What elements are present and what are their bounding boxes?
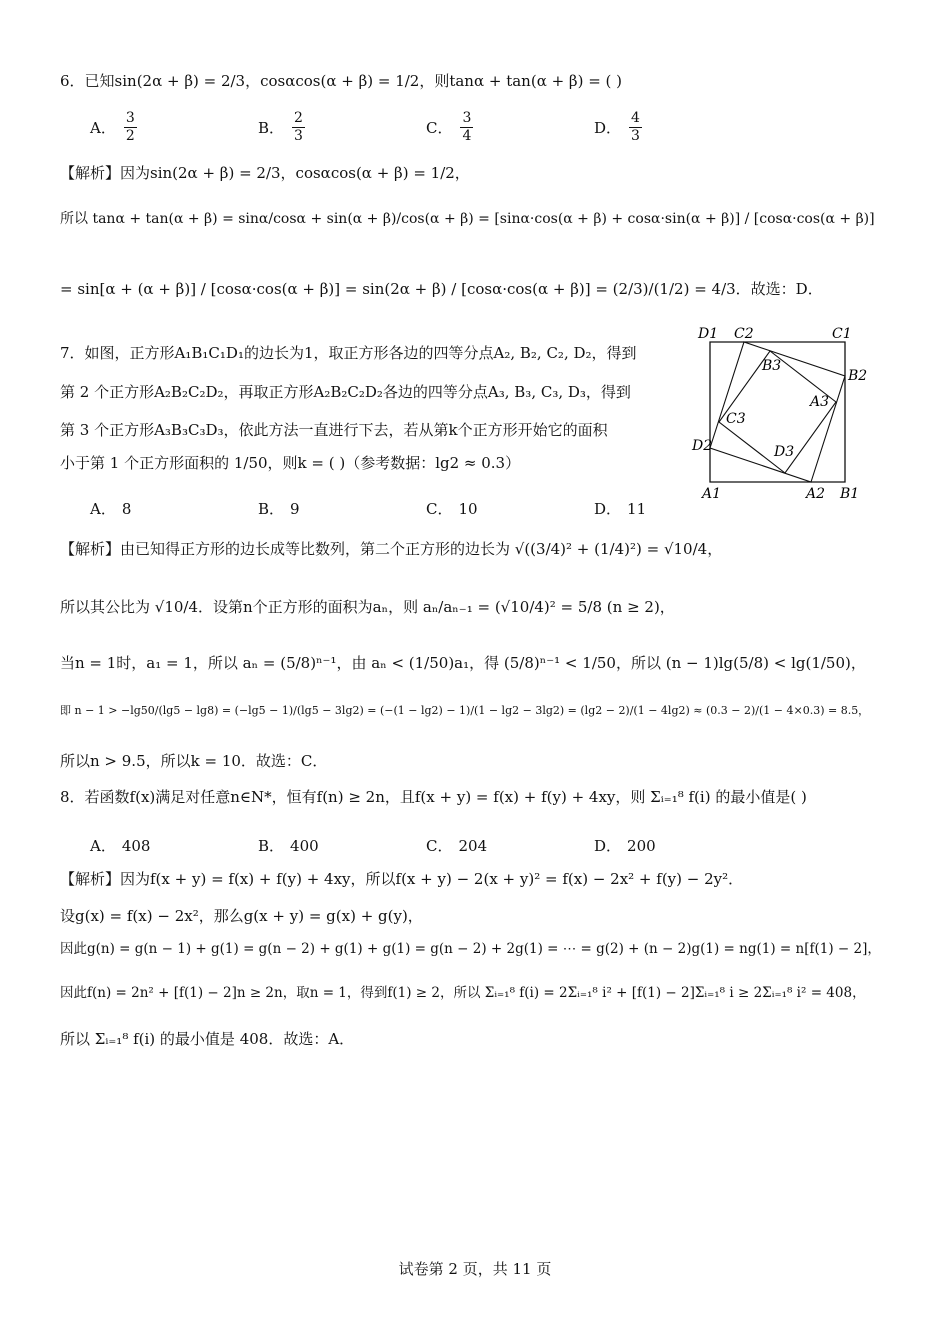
q8-option-b-value: 400 bbox=[290, 836, 319, 855]
q6-solution-line-2: 所以 tanα + tan(α + β) = sinα/cosα + sin(α + β)/cos(α + β) = [sinα·cos(α + β) + cosα·sin(α + β)] / [cosα·cos(α + β)] bbox=[60, 211, 875, 227]
label-d2: D2 bbox=[692, 438, 713, 454]
label-c3: C3 bbox=[726, 411, 746, 427]
q6-option-d-num: 4 bbox=[631, 110, 640, 126]
q7-solution-line-4: 即 n − 1 > −lg50/(lg5 − lg8) = (−lg5 − 1)/(lg5 − 3lg2) = (−(1 − lg2) − 1)/(1 − lg2 − 3lg2) = (lg2 − 2)/(1 − 4lg2) ≈ (0.3 − 2)/(1 − 4×0.3) = 8.5， bbox=[60, 704, 870, 717]
q6-option-b-label: B． bbox=[258, 119, 285, 137]
q7-option-a bbox=[90, 498, 131, 519]
q8-option-a bbox=[90, 835, 150, 856]
q6-option-d-den: 3 bbox=[631, 128, 640, 144]
q7-solution-line-1: 【解析】由已知得正方形的边长成等比数列，第二个正方形的边长为 √((3/4)² + (1/4)²) = √10/4， bbox=[60, 540, 723, 558]
q7-option-c bbox=[426, 498, 478, 519]
q6-option-b-den: 3 bbox=[294, 128, 303, 144]
q6-option-a bbox=[90, 110, 139, 145]
q8-solution-line-5: 所以 Σᵢ₌₁⁸ f(i) 的最小值是 408．故选：A． bbox=[60, 1030, 355, 1048]
q7-option-d-label: D． bbox=[594, 500, 622, 518]
q8-option-b-label: B． bbox=[258, 837, 285, 855]
q6-option-d bbox=[594, 110, 644, 145]
q6-option-c-label: C． bbox=[426, 119, 453, 137]
q6-option-d-fraction bbox=[629, 110, 642, 145]
q6-solution-line-3: = sin[α + (α + β)] / [cosα·cos(α + β)] = sin(2α + β) / [cosα·cos(α + β)] = (2/3)/(1/2) = 4/3．故选：D． bbox=[60, 280, 823, 298]
q8-option-d-label: D． bbox=[594, 837, 622, 855]
q8-option-d-value: 200 bbox=[627, 836, 656, 855]
q8-option-c-value: 204 bbox=[458, 836, 488, 855]
label-a3: A3 bbox=[810, 394, 830, 410]
q6-stem: 6．已知sin(2α + β) = 2/3，cosαcos(α + β) = 1/2，则tanα + tan(α + β) = ( ) bbox=[60, 72, 623, 90]
q7-option-c-value: 10 bbox=[458, 499, 478, 518]
q7-solution-line-2: 所以其公比为 √10/4．设第n个正方形的面积为aₙ，则 aₙ/aₙ₋₁ = (√10/4)² = 5/8 (n ≥ 2)， bbox=[60, 598, 675, 616]
q6-option-c bbox=[426, 110, 475, 145]
q8-option-c bbox=[426, 835, 487, 856]
q6-option-b-fraction bbox=[292, 110, 305, 145]
q7-option-a-label: A． bbox=[90, 500, 116, 518]
label-b2: B2 bbox=[848, 368, 868, 384]
q7-option-b-value: 9 bbox=[290, 499, 300, 518]
q8-solution-line-3: 因此g(n) = g(n − 1) + g(1) = g(n − 2) + g(1) + g(1) = g(n − 2) + 2g(1) = ⋯ = g(2) + (n − 2)g(1) = ng(1) = n[f(1) − 2]， bbox=[60, 941, 881, 957]
q8-option-c-label: C． bbox=[426, 837, 453, 855]
q8-option-a-value: 408 bbox=[121, 836, 151, 855]
q7-solution-line-5: 所以n > 9.5，所以k = 10．故选：C． bbox=[60, 752, 328, 770]
q6-option-c-fraction bbox=[460, 110, 473, 145]
label-c1: C1 bbox=[832, 326, 852, 342]
page-footer: 试卷第 2 页，共 11 页 bbox=[398, 1260, 552, 1278]
q7-options bbox=[90, 498, 690, 534]
q7-stem-line-2: 第 2 个正方形A₂B₂C₂D₂，再取正方形A₂B₂C₂D₂各边的四等分点A₃, B₃, C₃, D₃，得到 bbox=[60, 383, 631, 401]
q8-solution-line-1: 【解析】因为f(x + y) = f(x) + f(y) + 4xy，所以f(x + y) − 2(x + y)² = f(x) − 2x² + f(y) − 2y²． bbox=[60, 870, 744, 888]
q6-option-a-label: A． bbox=[90, 119, 116, 137]
q6-option-b-num: 2 bbox=[294, 110, 303, 126]
q7-solution-line-3: 当n = 1时，a₁ = 1，所以 aₙ = (5/8)ⁿ⁻¹，由 aₙ < (1/50)a₁，得 (5/8)ⁿ⁻¹ < 1/50，所以 (n − 1)lg(5/8) < lg(1/50)， bbox=[60, 654, 866, 672]
q6-option-c-num: 3 bbox=[462, 110, 472, 126]
q6-option-a-fraction bbox=[124, 110, 137, 145]
q8-options bbox=[90, 835, 690, 871]
label-b3: B3 bbox=[762, 358, 782, 374]
label-b1: B1 bbox=[840, 486, 860, 500]
q7-option-b bbox=[258, 498, 300, 519]
q7-stem-line-1: 7．如图，正方形A₁B₁C₁D₁的边长为1，取正方形各边的四等分点A₂, B₂, C₂, D₂，得到 bbox=[60, 344, 637, 362]
label-c2: C2 bbox=[734, 326, 754, 342]
nested-squares-figure bbox=[690, 322, 870, 500]
q7-option-a-value: 8 bbox=[121, 499, 132, 518]
q8-option-b bbox=[258, 835, 319, 856]
q6-option-a-den: 2 bbox=[125, 128, 135, 144]
q6-option-d-label: D． bbox=[594, 119, 622, 137]
q6-option-a-num: 3 bbox=[125, 110, 135, 126]
label-d1: D1 bbox=[698, 326, 719, 342]
label-a2: A2 bbox=[806, 486, 826, 500]
q6-option-c-den: 4 bbox=[462, 128, 472, 144]
q8-option-a-label: A． bbox=[90, 837, 116, 855]
q7-stem-line-3: 第 3 个正方形A₃B₃C₃D₃，依此方法一直进行下去，若从第k个正方形开始它的面积 bbox=[60, 421, 608, 439]
q7-stem-line-4: 小于第 1 个正方形面积的 1/50，则k = ( )（参考数据：lg2 ≈ 0.3） bbox=[60, 454, 521, 472]
q8-solution-line-4: 因此f(n) = 2n² + [f(1) − 2]n ≥ 2n，取n = 1，得到f(1) ≥ 2，所以 Σᵢ₌₁⁸ f(i) = 2Σᵢ₌₁⁸ i² + [f(1) − 2]Σᵢ₌₁⁸ i ≥ 2Σᵢ₌₁⁸ i² = 408， bbox=[60, 985, 866, 1001]
q6-options bbox=[90, 110, 690, 146]
label-a1: A1 bbox=[702, 486, 722, 500]
q8-stem: 8．若函数f(x)满足对任意n∈N*，恒有f(n) ≥ 2n，且f(x + y) = f(x) + f(y) + 4xy，则 Σᵢ₌₁⁸ f(i) 的最小值是( ) bbox=[60, 788, 807, 806]
q6-option-b bbox=[258, 110, 307, 145]
q7-option-b-label: B． bbox=[258, 500, 285, 518]
q7-option-d-value: 11 bbox=[627, 499, 647, 518]
q7-option-d bbox=[594, 498, 646, 519]
q8-solution-line-2: 设g(x) = f(x) − 2x²，那么g(x + y) = g(x) + g(y)， bbox=[60, 907, 423, 925]
q6-solution-line-1: 【解析】因为sin(2α + β) = 2/3，cosαcos(α + β) = 1/2， bbox=[60, 164, 470, 182]
q7-option-c-label: C． bbox=[426, 500, 453, 518]
q8-option-d bbox=[594, 835, 656, 856]
label-d3: D3 bbox=[774, 444, 795, 460]
